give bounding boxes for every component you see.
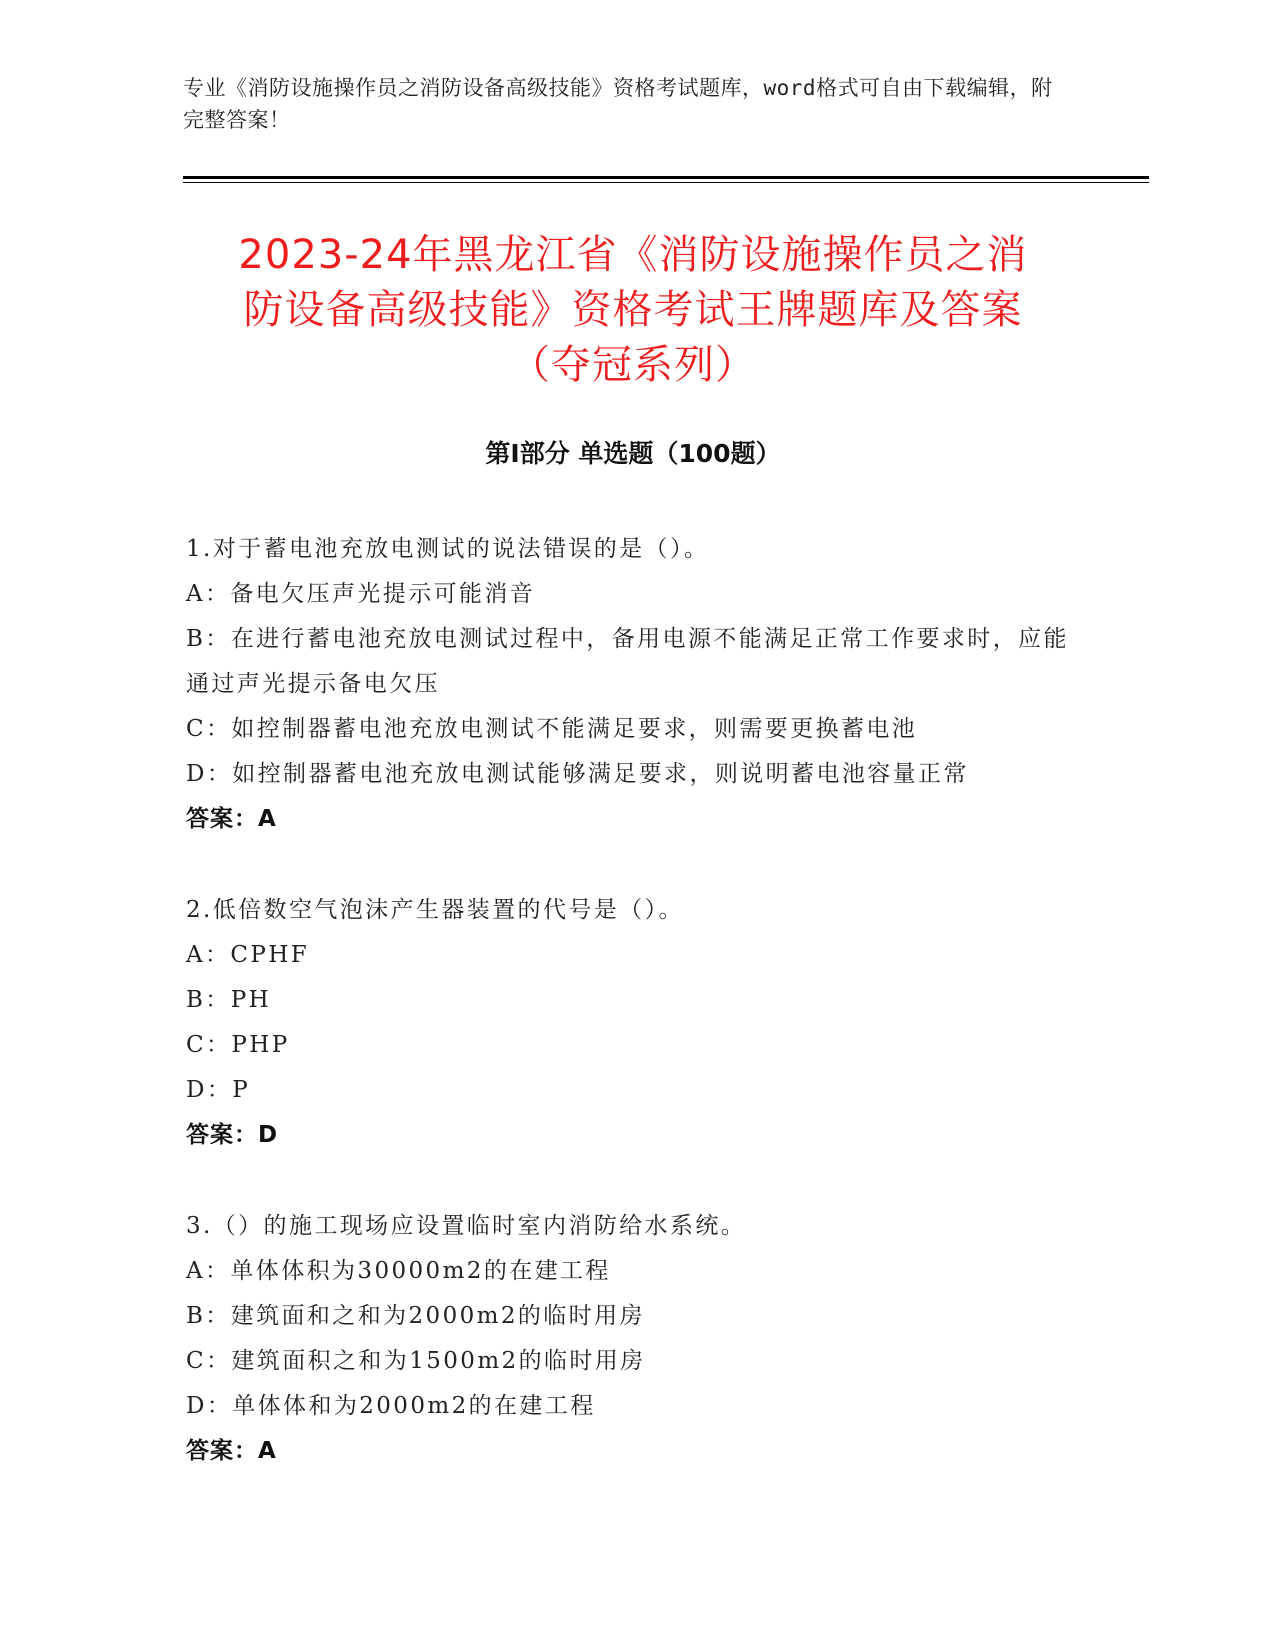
option-c: C：如控制器蓄电池充放电测试不能满足要求，则需要更换蓄电池 [186, 716, 918, 742]
option-d: D：P [186, 1077, 251, 1103]
header-note: 专业《消防设施操作员之消防设备高级技能》资格考试题库，word格式可自由下载编辑，附完整答案！ [183, 76, 1053, 132]
question-stem: 3.（）的施工现场应设置临时室内消防给水系统。 [186, 1213, 747, 1239]
option-d: D：单体体和为2000m2的在建工程 [186, 1393, 596, 1419]
option-c: C：PHP [186, 1032, 290, 1058]
option-b: B：PH [186, 987, 272, 1013]
option-b: B：在进行蓄电池充放电测试过程中，备用电源不能满足正常工作要求时，应能通过声光提示备电欠压 [186, 626, 1069, 697]
option-d: D：如控制器蓄电池充放电测试能够满足要求，则说明蓄电池容量正常 [186, 761, 969, 787]
section-heading: 第I部分 单选题（100题） [485, 439, 781, 468]
question-stem: 1.对于蓄电池充放电测试的说法错误的是（）。 [186, 536, 710, 562]
answer: 答案：D [186, 1122, 279, 1148]
question-list [186, 527, 1076, 1520]
title-line-3: （夺冠系列） [510, 342, 756, 388]
title-line-2: 防设备高级技能》资格考试王牌题库及答案 [243, 287, 1023, 333]
answer: 答案：A [186, 806, 277, 832]
question-stem: 2.低倍数空气泡沫产生器装置的代号是（）。 [186, 897, 684, 923]
title-line-1: 2023-24年黑龙江省《消防设施操作员之消 [238, 232, 1028, 278]
document-title [183, 228, 1083, 393]
header-rule-thin [183, 182, 1149, 183]
option-a: A：备电欠压声光提示可能消音 [186, 581, 536, 607]
answer: 答案：A [186, 1438, 277, 1464]
question-3 [186, 1204, 1076, 1474]
option-c: C：建筑面积之和为1500m2的临时用房 [186, 1348, 646, 1374]
option-b: B：建筑面和之和为2000m2的临时用房 [186, 1303, 645, 1329]
option-a: A：CPHF [186, 942, 310, 968]
header-rule-thick [183, 176, 1149, 179]
option-a: A：单体体积为30000m2的在建工程 [186, 1258, 611, 1284]
question-2 [186, 888, 1076, 1158]
question-1 [186, 527, 1076, 842]
